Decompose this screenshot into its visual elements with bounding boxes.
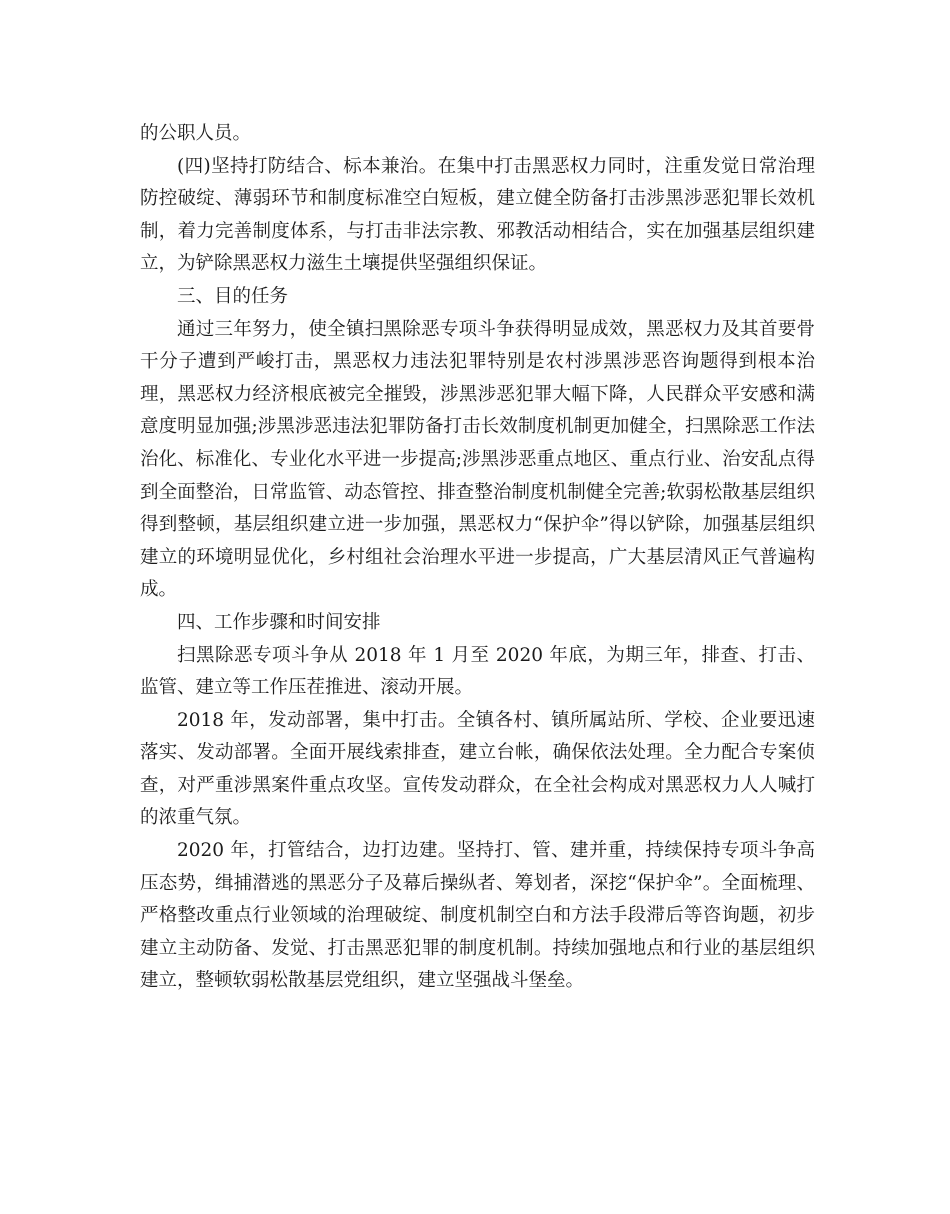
paragraph-continuation: 的公职人员。 [140, 123, 252, 144]
section-heading-goals: 三、目的任务 [177, 285, 289, 307]
section-heading-schedule: 四、工作步骤和时间安排 [177, 611, 381, 633]
paragraph-goals: 通过三年努力，使全镇扫黑除恶专项斗争获得明显成效，黑恶权力及其首要骨干分子遭到严峻打击，黑恶权力违法犯罪特别是农村涉黑涉恶咨询题得到根本治理，黑恶权力经济根底被完全摧毁，涉黑涉恶犯罪大幅下降，人民群众平安感和满意度明显加强;涉黑涉恶违法犯罪防备打击长效制度机制更加健全，扫黑除恶工作法治化、标准化、专业化水平进一步提高;涉黑涉恶重点地区、重点行业、治安乱点得到全面整治，日常监管、动态管控、排查整治制度机制健全完善;软弱松散基层组织得到整顿，基层组织建立进一步加强，黑恶权力“保护伞”得以铲除，加强基层组织建立的环境明显优化，乡村组社会治理水平进一步提高，广大基层清风正气普遍构成。 [140, 318, 815, 601]
paragraph-schedule-2018: 2018 年，发动部署，集中打击。全镇各村、镇所属站所、学校、企业要迅速落实、发动部署。全面开展线索排查，建立台帐，确保依法处理。全力配合专案侦查，对严重涉黑案件重点攻坚。宣传发动群众，在全社会构成对黑恶权力人人喊打的浓重气氛。 [140, 709, 815, 829]
paragraph-principle-four: (四)坚持打防结合、标本兼治。在集中打击黑恶权力同时，注重发觉日常治理防控破绽、薄弱环节和制度标准空白短板，建立健全防备打击涉黑涉恶犯罪长效机制，着力完善制度体系，与打击非法宗教、邪教活动相结合，实在加强基层组织建立，为铲除黑恶权力滋生土壤提供坚强组织保证。 [140, 155, 815, 275]
document-body [140, 118, 815, 998]
paragraph-schedule-overview: 扫黑除恶专项斗争从 2018 年 1 月至 2020 年底，为期三年，排查、打击、监管、建立等工作压茬推进、滚动开展。 [140, 644, 815, 699]
paragraph-schedule-2020: 2020 年，打管结合，边打边建。坚持打、管、建并重，持续保持专项斗争高压态势，缉捕潜逃的黑恶分子及幕后操纵者、筹划者，深挖“保护伞”。全面梳理、严格整改重点行业领域的治理破绽、制度机制空白和方法手段滞后等咨询题，初步建立主动防备、发觉、打击黑恶犯罪的制度机制。持续加强地点和行业的基层组织建立，整顿软弱松散基层党组织，建立坚强战斗堡垒。 [140, 840, 815, 992]
